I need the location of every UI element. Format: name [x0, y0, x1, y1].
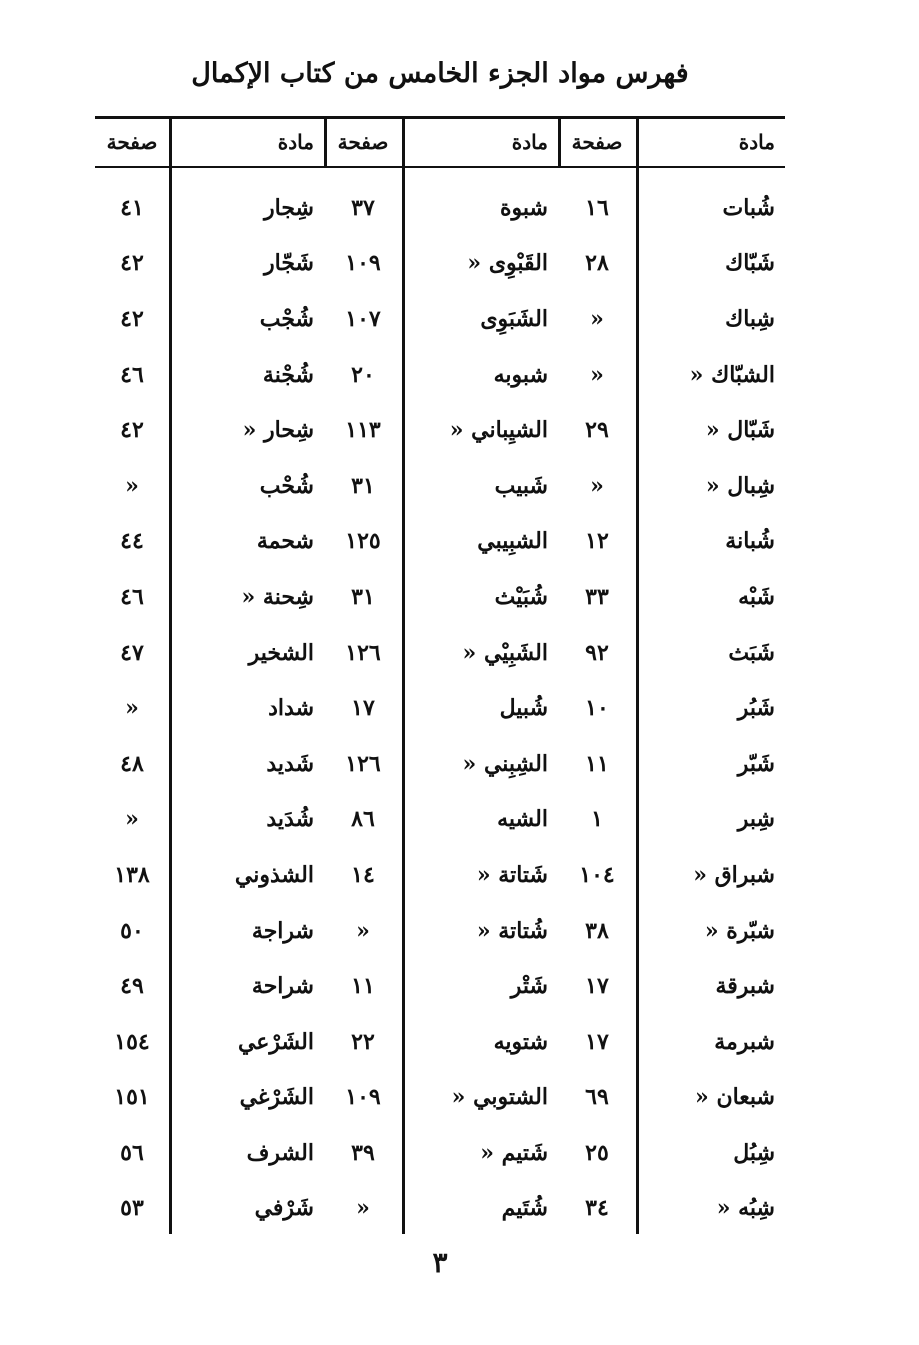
entry-page: ١٠٧: [345, 305, 381, 332]
table-row: [95, 958, 785, 1014]
entry-page: ١١: [351, 973, 375, 1000]
entry-term: شَتيم «: [480, 1139, 548, 1166]
entry-page: ٤٧: [120, 639, 144, 666]
entry-term: شَبَث: [728, 639, 775, 666]
page-number: ٣: [432, 1246, 448, 1279]
entry-term: شَبْه: [738, 583, 775, 610]
entry-page: ١٢٦: [345, 639, 381, 666]
entry-page: ١٧: [585, 973, 609, 1000]
entry-page: ٢٨: [585, 250, 609, 277]
entry-page: ٢٢: [351, 1028, 375, 1055]
entry-page: ١٣٨: [114, 861, 150, 888]
entry-term: الشيه: [497, 806, 548, 833]
entry-page: ٤٢: [120, 417, 144, 444]
entry-term: شُجْب: [259, 305, 314, 332]
entry-term: شَتاتة «: [476, 861, 548, 888]
entry-page: ١٠٩: [345, 250, 381, 277]
table-row: [95, 1181, 785, 1237]
entry-term: شُدَيد: [266, 806, 314, 833]
table-row: [95, 680, 785, 736]
entry-page: ٣٧: [351, 194, 375, 221]
table-row: [95, 291, 785, 347]
column-header: صفحة: [337, 130, 389, 154]
entry-term: الشرف: [246, 1139, 314, 1166]
entry-page: ١١: [585, 750, 609, 777]
entry-term: الشبِيبي: [477, 528, 548, 555]
entry-page: «: [125, 695, 139, 722]
entry-term: شُبانة: [725, 528, 775, 555]
entry-page: ٤٤: [120, 528, 144, 555]
index-table: [95, 118, 785, 1236]
entry-term: شِحنة «: [241, 583, 314, 610]
entry-term: الشتوبي «: [451, 1084, 548, 1111]
entry-term: شِجار: [264, 194, 314, 221]
entry-page: ٥٦: [120, 1139, 144, 1166]
entry-term: شَجّار: [264, 250, 314, 277]
entry-page: ١٢: [585, 528, 609, 555]
entry-page: «: [356, 917, 370, 944]
entry-term: الشبّاك «: [689, 361, 775, 388]
entry-term: شَبيب: [494, 472, 548, 499]
entry-term: شِباك: [725, 305, 775, 332]
column-header: مادة: [511, 130, 548, 154]
entry-page: ٤٦: [120, 361, 144, 388]
table-row: [95, 236, 785, 292]
entry-term: شُتاتة «: [476, 917, 548, 944]
table-row: [95, 1070, 785, 1126]
entry-page: ١٥٤: [114, 1028, 150, 1055]
entry-term: شَتْر: [510, 973, 548, 1000]
entry-term: شبرقة: [715, 973, 775, 1000]
entry-term: شراحة: [251, 973, 314, 1000]
entry-term: شبوبه: [493, 361, 548, 388]
entry-term: الشيِباني «: [449, 417, 548, 444]
table-row: [95, 903, 785, 959]
entry-page: «: [125, 472, 139, 499]
entry-term: شَبّر: [737, 750, 775, 777]
entry-page: ٣٩: [351, 1139, 375, 1166]
entry-term: الشَرْغي: [239, 1084, 314, 1111]
entry-page: ٨٦: [351, 806, 375, 833]
entry-page: ٣١: [351, 472, 375, 499]
entry-page: ١٠٤: [579, 861, 615, 888]
entry-page: ١٠٩: [345, 1084, 381, 1111]
table-row: [95, 166, 785, 236]
table-row: [95, 569, 785, 625]
entry-term: الشذوني: [234, 861, 314, 888]
entry-term: شَبّاك: [725, 250, 775, 277]
entry-page: «: [125, 806, 139, 833]
entry-page: ٣٨: [585, 917, 609, 944]
table-header-row: [95, 118, 785, 166]
entry-page: ٤٢: [120, 250, 144, 277]
entry-page: ٤٦: [120, 583, 144, 610]
entry-term: شبرمة: [714, 1028, 775, 1055]
entry-page: ١٤: [351, 861, 375, 888]
entry-term: الشَبَوِى: [480, 305, 548, 332]
entry-term: شَبّال «: [705, 417, 775, 444]
table-row: [95, 514, 785, 570]
column-header: مادة: [738, 130, 775, 154]
entry-term: الشخير: [248, 639, 314, 666]
entry-term: شِبر: [737, 806, 775, 833]
entry-page: ٢٠: [351, 361, 375, 388]
entry-term: شُبَيْث: [494, 583, 548, 610]
entry-term: شبراق «: [693, 861, 775, 888]
entry-term: شبّرة «: [704, 917, 775, 944]
entry-page: «: [590, 472, 604, 499]
entry-page: ١١٣: [345, 417, 381, 444]
entry-term: شِبُه «: [716, 1195, 775, 1222]
entry-term: شراجة: [251, 917, 314, 944]
entry-page: ٥٠: [120, 917, 144, 944]
entry-page: ١٢٦: [345, 750, 381, 777]
entry-page: ٤٢: [120, 305, 144, 332]
table-row: [95, 736, 785, 792]
entry-term: شبعان «: [695, 1084, 775, 1111]
entry-page: ٣٤: [585, 1195, 609, 1222]
entry-page: «: [590, 361, 604, 388]
entry-page: «: [356, 1195, 370, 1222]
entry-page: ٣٣: [585, 583, 609, 610]
entry-term: الشَبِيْي «: [462, 639, 548, 666]
entry-page: ٤١: [120, 194, 144, 221]
column-header: صفحة: [106, 130, 158, 154]
entry-page: ٤٨: [120, 750, 144, 777]
entry-page: ١: [591, 806, 603, 833]
entry-term: شداد: [268, 695, 314, 722]
entry-page: ٩٢: [585, 639, 609, 666]
table-row: [95, 847, 785, 903]
entry-term: شُحْب: [259, 472, 314, 499]
entry-term: شُجْنة: [262, 361, 314, 388]
table-row: [95, 1014, 785, 1070]
entry-term: شتويه: [493, 1028, 548, 1055]
entry-term: شِحار «: [242, 417, 314, 444]
entry-term: شَديد: [266, 750, 314, 777]
table-row: [95, 792, 785, 848]
entry-page: ٢٩: [585, 417, 609, 444]
entry-term: الشِبِني «: [462, 750, 548, 777]
column-header: مادة: [277, 130, 314, 154]
entry-term: شبوة: [500, 194, 548, 221]
table-row: [95, 1125, 785, 1181]
table-row: [95, 347, 785, 403]
entry-term: شِبُل: [733, 1139, 775, 1166]
entry-page: ٦٩: [585, 1084, 609, 1111]
table-row: [95, 458, 785, 514]
entry-page: ١٦: [585, 194, 609, 221]
entry-term: شُبات: [722, 194, 775, 221]
table-row: [95, 402, 785, 458]
column-header: صفحة: [571, 130, 623, 154]
entry-term: شَبُر: [737, 695, 775, 722]
entry-term: شِبال «: [705, 472, 775, 499]
entry-term: الشَرْعي: [237, 1028, 314, 1055]
entry-page: ٤٩: [120, 973, 144, 1000]
entry-term: شُبيل: [499, 695, 548, 722]
entry-term: شُتَيم: [501, 1195, 548, 1222]
entry-page: ١٧: [351, 695, 375, 722]
entry-term: شحمة: [256, 528, 314, 555]
entry-page: ١٠: [585, 695, 609, 722]
entry-page: ١٥١: [114, 1084, 150, 1111]
entry-term: القَبْوِى «: [467, 250, 548, 277]
table-row: [95, 625, 785, 681]
page-title: فهرس مواد الجزء الخامس من كتاب الإكمال: [191, 58, 689, 89]
entry-page: ١٢٥: [345, 528, 381, 555]
entry-page: ٥٣: [120, 1195, 144, 1222]
entry-page: «: [590, 305, 604, 332]
entry-term: شَرْفي: [254, 1195, 314, 1222]
entry-page: ١٧: [585, 1028, 609, 1055]
entry-page: ٢٥: [585, 1139, 609, 1166]
entry-page: ٣١: [351, 583, 375, 610]
